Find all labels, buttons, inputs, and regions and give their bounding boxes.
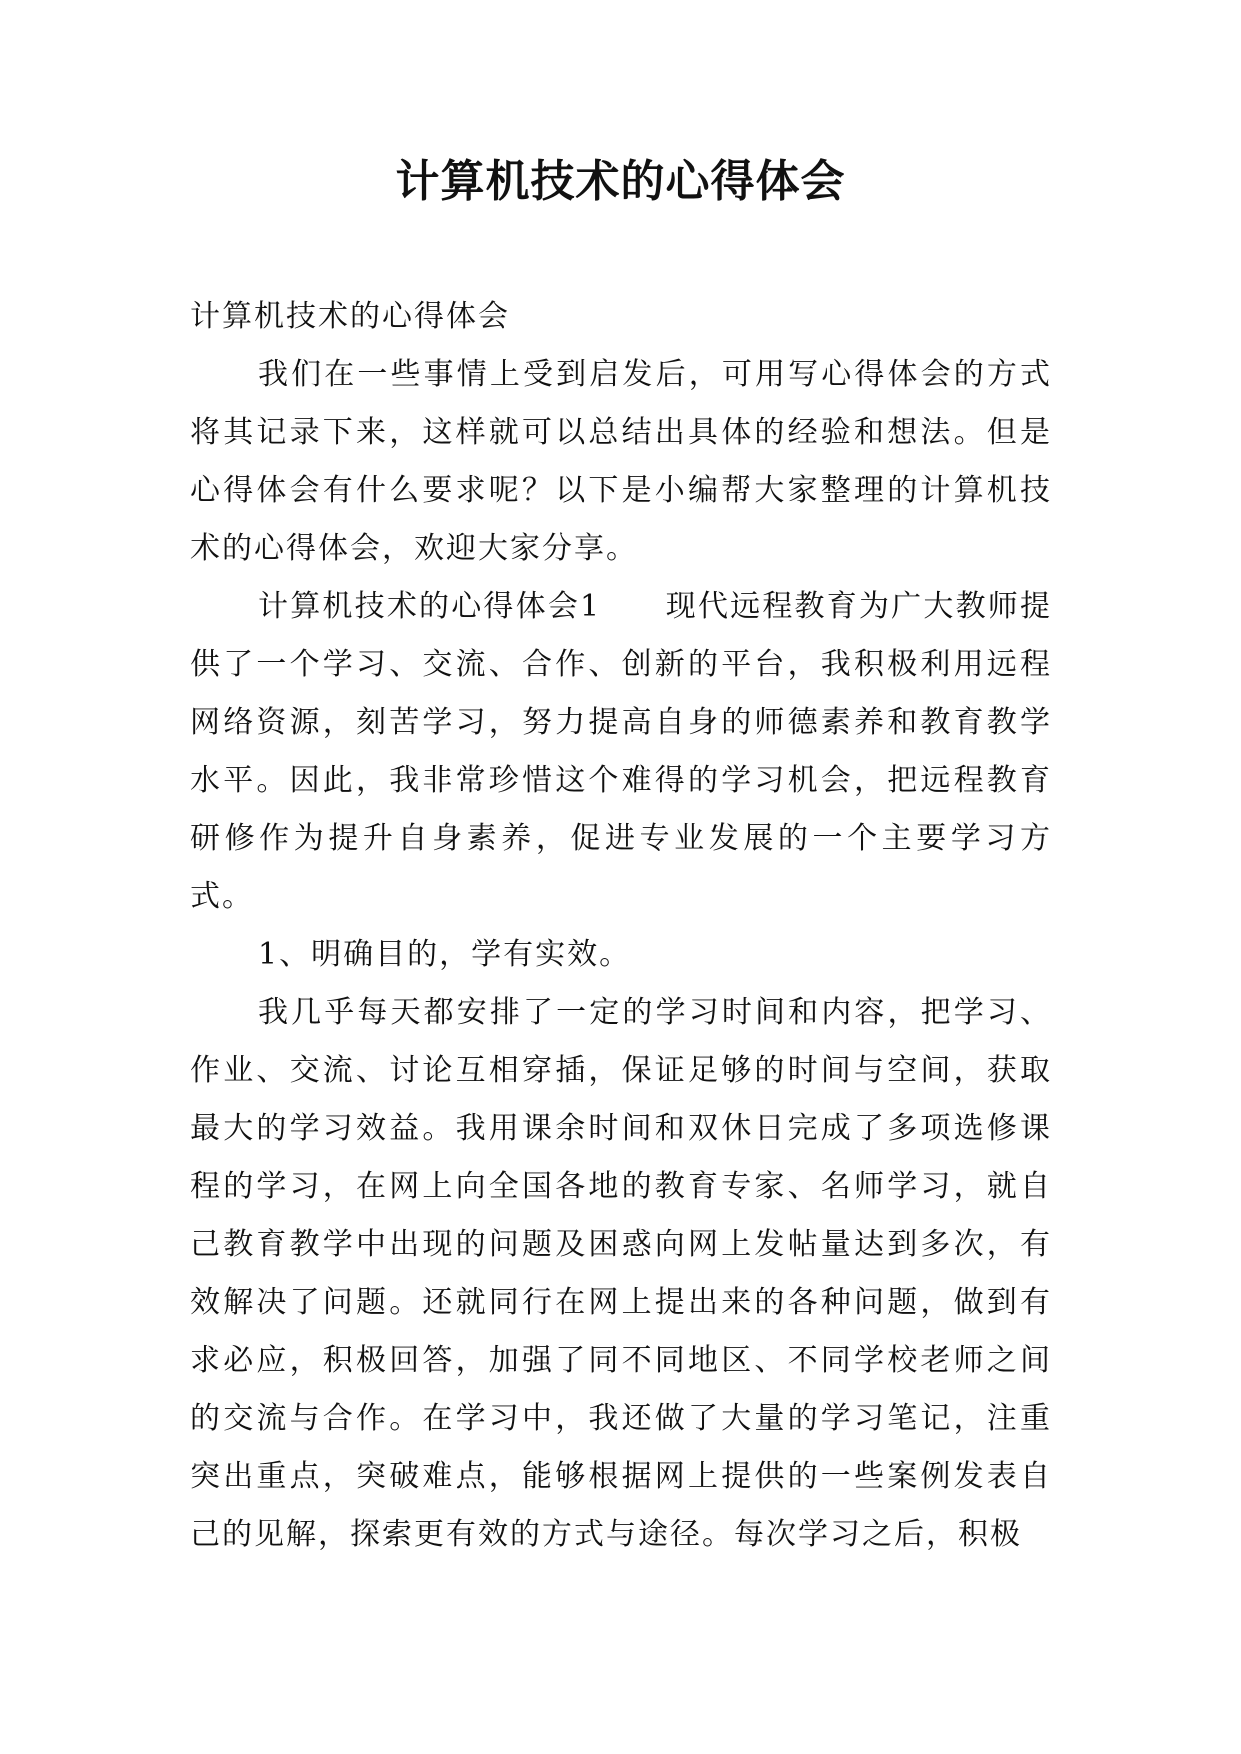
paragraph-intro: 我们在一些事情上受到启发后，可用写心得体会的方式将其记录下来，这样就可以总结出具体的经验和想法。但是心得体会有什么要求呢？以下是小编帮大家整理的计算机技术的心得体会，欢迎大家分享。 — [190, 357, 1052, 566]
paragraph-section-1: 计算机技术的心得体会1 现代远程教育为广大教师提供了一个学习、交流、合作、创新的平台，我积极利用远程网络资源，刻苦学习，努力提高自身的师德素养和教育教学水平。因此，我非常珍惜这个难得的学习机会，把远程教育研修作为提升自身素养，促进专业发展的一个主要学习方式。 — [190, 589, 1052, 914]
paragraph-body-1: 我几乎每天都安排了一定的学习时间和内容，把学习、作业、交流、讨论互相穿插，保证足够的时间与空间，获取最大的学习效益。我用课余时间和双休日完成了多项选修课程的学习，在网上向全国各地的教育专家、名师学习，就自己教育教学中出现的问题及困惑向网上发帖量达到多次，有效解决了问题。还就同行在网上提出来的各种问题，做到有求必应，积极回答，加强了同不同地区、不同学校老师之间的交流与合作。在学习中，我还做了大量的学习笔记，注重突出重点，突破难点，能够根据网上提供的一些案例发表自己的见解，探索更有效的方式与途径。每次学习之后，积极 — [190, 995, 1052, 1552]
document-body — [190, 288, 1052, 1564]
paragraph-subtitle: 计算机技术的心得体会 — [190, 299, 510, 334]
document-title: 计算机技术的心得体会 — [395, 156, 846, 207]
paragraph-heading-1: 1、明确目的，学有实效。 — [258, 937, 632, 972]
